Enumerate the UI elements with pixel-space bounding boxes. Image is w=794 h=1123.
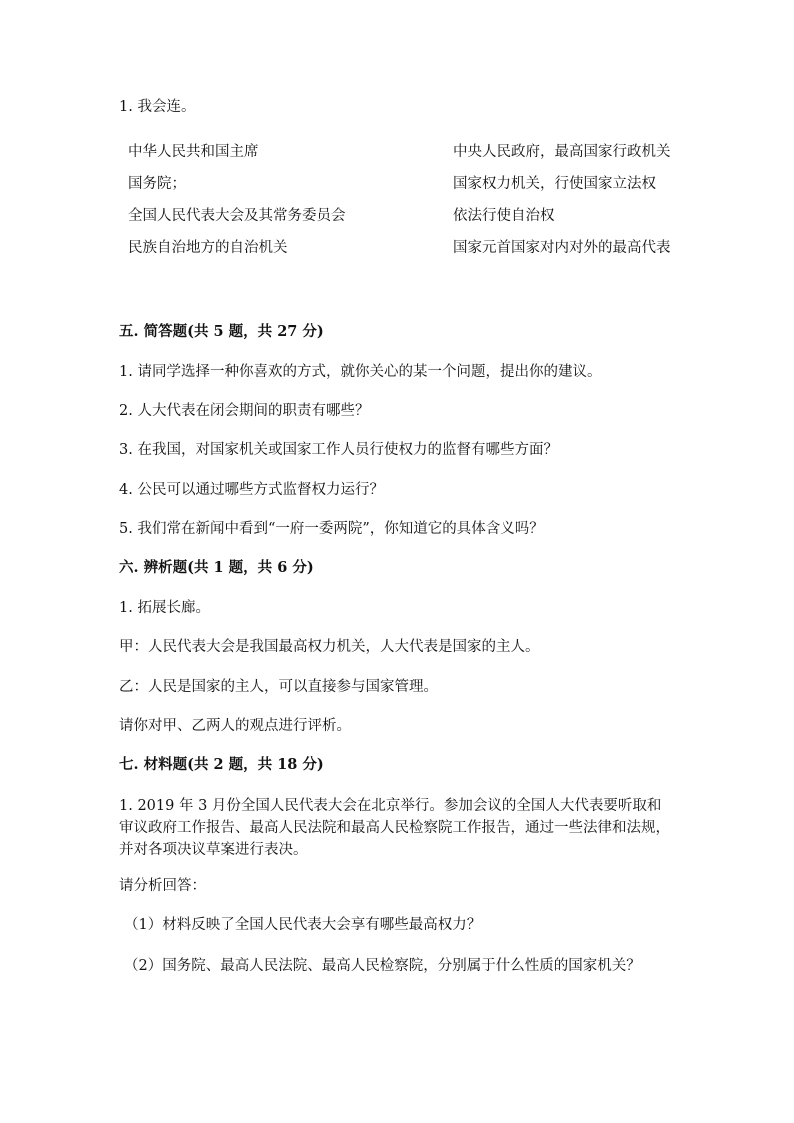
matching-left-item: 中华人民共和国主席 — [128, 144, 259, 160]
matching-left-item: 国务院； — [128, 176, 186, 192]
sub-question: （1）材料反映了全国人民代表大会享有哪些最高权力？ — [124, 917, 482, 933]
statement-a: 甲：人民代表大会是我国最高权力机关，人大代表是国家的主人。 — [119, 639, 540, 655]
matching-left-item: 全国人民代表大会及其常务委员会 — [128, 208, 346, 224]
section-heading-material: 七. 材料题(共 2 题，共 18 分) — [119, 756, 324, 773]
matching-right-item: 国家权力机关，行使国家立法权 — [453, 176, 656, 192]
matching-question-title: 1. 我会连。 — [119, 99, 196, 115]
question-item: 3. 在我国，对国家机关或国家工作人员行使权力的监督有哪些方面？ — [119, 442, 558, 458]
material-paragraph: 1. 2019 年 3 月份全国人民代表大会在北京举行。参加会议的全国人大代表要听取和审议政府工作报告、最高人民法院和最高人民检察院工作报告，通过一些法律和法规，并对各项决议草案进行表决。 — [119, 798, 670, 858]
matching-right-item: 中央人民政府，最高国家行政机关 — [453, 144, 671, 160]
statement-b: 乙：人民是国家的主人，可以直接参与国家管理。 — [119, 679, 438, 695]
matching-left-item: 民族自治地方的自治机关 — [128, 240, 288, 256]
question-item: 1. 拓展长廊。 — [119, 600, 210, 616]
section-heading-short-answer: 五. 简答题(共 5 题，共 27 分) — [119, 323, 324, 340]
sub-question: （2）国务院、最高人民法院、最高人民检察院，分别属于什么性质的国家机关？ — [124, 958, 641, 974]
question-item: 2. 人大代表在闭会期间的职责有哪些？ — [119, 403, 370, 419]
question-prompt: 请分析回答： — [119, 878, 206, 894]
matching-right-item: 国家元首国家对内对外的最高代表 — [453, 240, 671, 256]
question-item: 1. 请同学选择一种你喜欢的方式，就你关心的某一个问题，提出你的建议。 — [119, 364, 602, 380]
question-prompt: 请你对甲、乙两人的观点进行评析。 — [119, 718, 351, 734]
question-item: 4. 公民可以通过哪些方式监督权力运行？ — [119, 482, 384, 498]
question-item: 5. 我们常在新闻中看到“一府一委两院”，你知道它的具体含义吗？ — [119, 521, 544, 537]
matching-right-item: 依法行使自治权 — [453, 208, 555, 224]
section-heading-analysis: 六. 辨析题(共 1 题，共 6 分) — [119, 559, 314, 576]
